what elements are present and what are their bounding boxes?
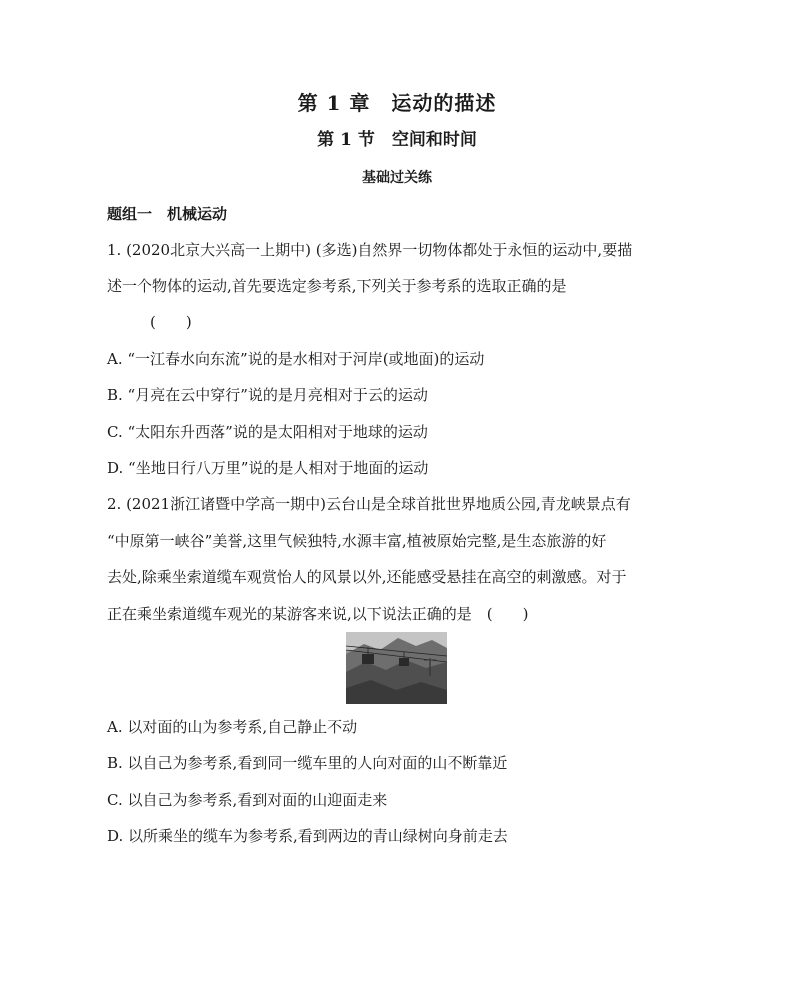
q2-option-c: C. 以自己为参考系,看到对面的山迎面走来 [107,791,388,809]
q2-stem-line1: 2. (2021浙江诸暨中学高一期中)云台山是全球首批世界地质公园,青龙峡景点有 [107,495,631,513]
cable-car-photo [346,632,447,704]
q1-option-a: A. “一江春水向东流”说的是水相对于河岸(或地面)的运动 [107,350,485,368]
q2-option-b: B. 以自己为参考系,看到同一缆车里的人向对面的山不断靠近 [107,754,508,772]
chapter-title: 第 1 章 运动的描述 [297,91,497,115]
q1-answer-bracket: ( ) [150,313,192,331]
exercise-subtitle: 基础过关练 [362,170,432,186]
q2-option-d: D. 以所乘坐的缆车为参考系,看到两边的青山绿树向身前走去 [107,827,508,845]
q2-stem-line2: “中原第一峡谷”美誉,这里气候独特,水源丰富,植被原始完整,是生态旅游的好 [107,532,607,550]
q1-stem-line1: 1. (2020北京大兴高一上期中) (多选)自然界一切物体都处于永恒的运动中,要描 [107,241,633,259]
q1-option-c: C. “太阳东升西落”说的是太阳相对于地球的运动 [107,423,428,441]
q2-stem-line4: 正在乘坐索道缆车观光的某游客来说,以下说法正确的是 ( ) [107,605,529,623]
q1-stem-line2: 述一个物体的运动,首先要选定参考系,下列关于参考系的选取正确的是 [107,277,567,295]
q1-option-b: B. “月亮在云中穿行”说的是月亮相对于云的运动 [107,386,428,404]
section-title: 第 1 节 空间和时间 [317,130,477,150]
q1-option-d: D. “坐地日行八万里”说的是人相对于地面的运动 [107,459,429,477]
group-title: 题组一 机械运动 [107,205,228,223]
q2-option-a: A. 以对面的山为参考系,自己静止不动 [107,718,358,736]
q2-stem-line3: 去处,除乘坐索道缆车观赏怡人的风景以外,还能感受悬挂在高空的刺激感。对于 [107,568,627,586]
